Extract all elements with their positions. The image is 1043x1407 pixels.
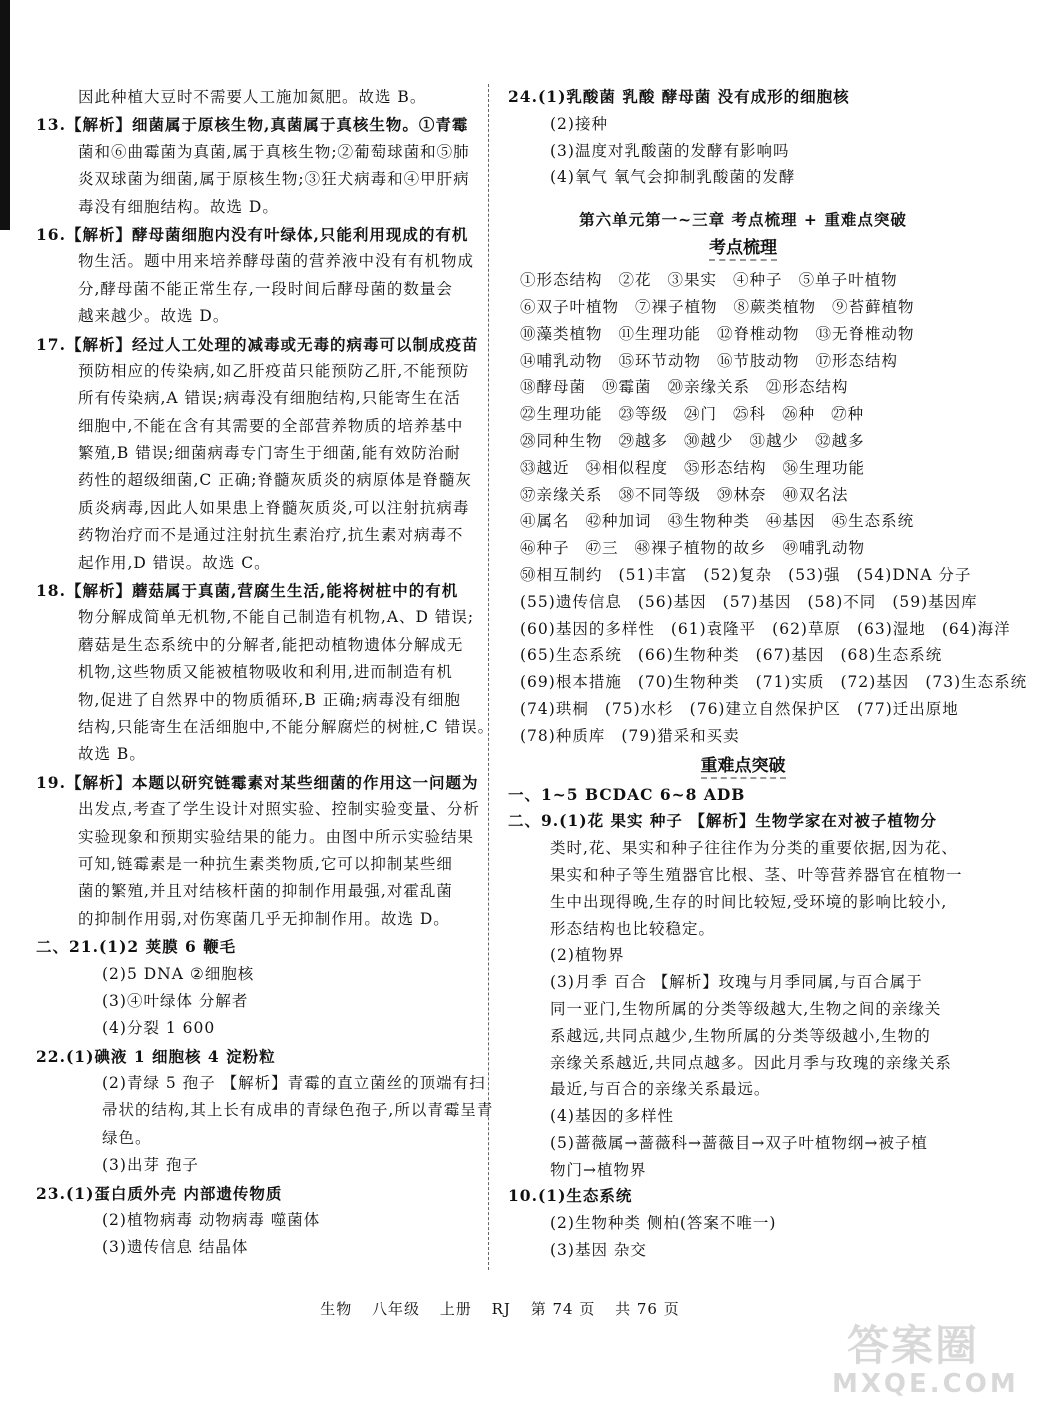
footer-total-pages: 共 76 页 (615, 1300, 680, 1318)
text-line: 药性的超级细菌,C 正确;脊髓灰质炎的病原体是脊髓灰 (78, 471, 472, 490)
kaodian-item: ⑯节肢动物 (717, 351, 800, 370)
kaodian-item: (60)基因的多样性 (520, 619, 655, 638)
kaodian-item: ㊹基因 (766, 512, 816, 531)
kaodian-item: ⑭哺乳动物 (520, 351, 603, 370)
text-line: 18.【解析】蘑菇属于真菌,营腐生生活,能将树桩中的有机 (36, 581, 459, 601)
kaodian-item: (52)复杂 (703, 565, 773, 584)
kaodian-item: ㉖种 (782, 405, 816, 424)
text-line: 细胞中,不能在含有其需要的全部营养物质的培养基中 (78, 416, 464, 435)
kaodian-item: ⑱酵母菌 (520, 378, 587, 397)
kaodian-item: (67)基因 (755, 646, 825, 665)
text-line: 22.(1)碘液 1 细胞核 4 淀粉粒 (36, 1046, 276, 1066)
kaodian-item: ㉚越少 (684, 431, 734, 450)
kaodian-item: ㊾哺乳动物 (782, 539, 866, 558)
text-line: (5)蔷薇属→蔷薇科→蔷薇目→双子叶植物纲→被子植 (550, 1133, 928, 1152)
kaodian-item: ⑰形态结构 (815, 351, 899, 370)
kaodian-item: ㊸生物种类 (667, 512, 751, 531)
text-line: 类时,花、果实和种子往往作为分类的重要依据,因为花、 (550, 839, 958, 858)
text-line: (3)④叶绿体 分解者 (102, 991, 249, 1010)
text-line: 物分解成简单无机物,不能自己制造有机物,A、D 错误; (78, 608, 475, 627)
kaodian-item: ㊱生理功能 (782, 458, 866, 477)
kaodian-item: ⑧蕨类植物 (733, 297, 817, 316)
text-line: (2)5 DNA ②细胞核 (102, 964, 255, 983)
kaodian-item: ①形态结构 (520, 271, 603, 290)
kaodian-item: ④种子 (733, 271, 783, 290)
text-line: 物,促进了自然界中的物质循环,B 正确;病毒没有细胞 (78, 690, 461, 709)
kaodian-item: ②花 (618, 271, 652, 290)
text-line: 果实和种子等生殖器官比根、茎、叶等营养器官在植物一 (550, 865, 963, 884)
kaodian-item: (64)海洋 (941, 619, 1011, 638)
kaodian-item: ㊲亲缘关系 (520, 485, 603, 504)
kaodian-item: (58)不同 (807, 592, 877, 611)
kaodian-item: ⑲霉菌 (602, 378, 652, 397)
text-line: 的抑制作用弱,对伤寒菌几乎无抑制作用。故选 D。 (78, 909, 450, 928)
text-line: 出发点,考查了学生设计对照实验、控制实验变量、分析 (78, 800, 480, 819)
page-footer (0, 1298, 1000, 1319)
kaodian-row (508, 562, 978, 589)
text-line: 亲缘关系越近,共同点越多。因此月季与玫瑰的亲缘关系 (550, 1053, 952, 1072)
text-line: (3)遗传信息 结晶体 (102, 1238, 249, 1257)
kaodian-item: (79)猎采和买卖 (621, 726, 740, 745)
kaodian-item: ㊻种子 (520, 539, 570, 558)
text-line: 繁殖,B 错误;细菌病毒专门寄生于细菌,能有效防治耐 (78, 444, 461, 463)
kaodian-item: (65)生态系统 (520, 646, 622, 665)
kaodian-row (508, 669, 1028, 696)
text-line: 故选 B。 (78, 745, 146, 764)
kaodian-item: (68)生态系统 (840, 646, 943, 665)
text-line: 蘑菇是生态系统中的分解者,能把动植物遗体分解成无 (78, 635, 464, 654)
text-line: 物生活。题中用来培养酵母菌的营养液中没有有机物成 (78, 252, 475, 271)
text-line: 16.【解析】酵母菌细胞内没有叶绿体,只能利用现成的有机 (36, 224, 469, 244)
kaodian-row (508, 428, 978, 455)
text-line: (3)基因 杂交 (550, 1241, 647, 1260)
text-line: 生中出现得晚,生存的时间比较短,受环境的影响比较小, (550, 892, 948, 911)
kaodian-item: ㉞相似程度 (585, 458, 669, 477)
text-line: 形态结构也比较稳定。 (550, 919, 716, 938)
kaodian-item: (73)生态系统 (925, 673, 1028, 692)
text-line: 因此种植大豆时不需要人工施加氮肥。故选 B。 (78, 88, 427, 106)
kaodian-item: (74)珙桐 (520, 699, 589, 718)
text-line: (2)接种 (550, 114, 608, 133)
kaodian-item: (53)强 (788, 565, 841, 584)
kaodian-item: ㉗种 (831, 405, 865, 424)
text-line: 二、9.(1)花 果实 种子 【解析】生物学家在对被子植物分 (508, 811, 937, 831)
kaodian-item: ㊷种加词 (585, 512, 652, 531)
kaodian-item: ⑩藻类植物 (520, 324, 603, 343)
text-line: 预防相应的传染病,如乙肝疫苗只能预防乙肝,不能预防 (78, 361, 470, 380)
footer-page-number: 第 74 页 (530, 1300, 596, 1318)
kaodian-row (508, 455, 978, 482)
text-line: 系越远,共同点越少,生物所属的分类等级越小,生物的 (550, 1026, 931, 1045)
text-line: (3)月季 百合 【解析】玫瑰与月季同属,与百合属于 (550, 973, 923, 992)
kaodian-item: ㉘同种生物 (520, 431, 603, 450)
text-line: 13.【解析】细菌属于原核生物,真菌属于真核生物。①青霉 (36, 115, 469, 135)
kaodian-item: ⑨苔藓植物 (832, 297, 915, 316)
text-line: 质炎病毒,因此人如果患上脊髓灰质炎,可以注射抗病毒 (78, 498, 470, 517)
kaodian-item: ㊵双名法 (782, 485, 849, 504)
text-line: 所有传染病,A 错误;病毒没有细胞结构,只能寄生在活 (78, 389, 461, 408)
kaodian-item: (72)基因 (840, 673, 910, 692)
kaodian-item: ⑫脊椎动物 (717, 324, 800, 343)
text-line: 17.【解析】经过人工处理的减毒或无毒的病毒可以制成疫苗 (36, 334, 479, 354)
kaodian-row (508, 348, 978, 375)
text-line: (2)植物界 (550, 946, 625, 965)
kaodian-item: (76)建立自然保护区 (689, 699, 841, 718)
kaodian-item: ㊺生态系统 (831, 512, 915, 531)
kaodian-item: ⑥双子叶植物 (520, 297, 620, 316)
text-line: (2)生物种类 侧柏(答案不唯一) (550, 1214, 777, 1233)
kaodian-row (508, 374, 978, 401)
text-line: 可知,链霉素是一种抗生素类物质,它可以抑制某些细 (78, 854, 453, 873)
kaodian-item: (63)湿地 (856, 619, 926, 638)
kaodian-row (508, 482, 978, 509)
kaodian-item: (54)DNA 分子 (856, 565, 972, 584)
kaodian-item: ㉒生理功能 (520, 405, 603, 424)
kaodian-row (508, 616, 1011, 643)
kaodian-item: (78)种质库 (520, 726, 606, 745)
text-line: 同一亚门,生物所属的分类等级越大,生物之间的亲缘关 (550, 999, 942, 1018)
text-line: (2)植物病毒 动物病毒 噬菌体 (102, 1211, 321, 1230)
text-line: 一、1~5 BCDAC 6~8 ADB (508, 784, 746, 804)
kaodian-title: 考点梳理 (508, 237, 978, 267)
text-line: 炎双球菌为细菌,属于原核生物;③狂犬病毒和④甲肝病 (78, 170, 470, 189)
footer-edition: RJ (491, 1300, 511, 1318)
text-line: (4)分裂 1 600 (102, 1019, 216, 1038)
kaodian-item: ⑤单子叶植物 (798, 271, 898, 290)
kaodian-row (508, 294, 978, 321)
text-line: (4)氧气 氧气会抑制乳酸菌的发酵 (550, 168, 796, 187)
kaodian-item: (70)生物种类 (637, 673, 740, 692)
kaodian-item: ㉟形态结构 (684, 458, 767, 477)
kaodian-item: ⑳亲缘关系 (667, 378, 751, 397)
kaodian-row (508, 508, 978, 535)
kaodian-item: ㊶属名 (520, 512, 570, 531)
text-line: (3)出芽 孢子 (102, 1156, 199, 1175)
kaodian-row (508, 696, 978, 723)
kaodian-row (508, 535, 978, 562)
zhongnan-title: 重难点突破 (508, 750, 978, 782)
kaodian-row (508, 642, 978, 669)
kaodian-item: ㉔门 (684, 405, 718, 424)
kaodian-item: ㊴林奈 (717, 485, 767, 504)
kaodian-item: (51)丰富 (618, 565, 688, 584)
text-line: 起作用,D 错误。故选 C。 (78, 553, 271, 572)
text-line: 帚状的结构,其上长有成串的青绿色孢子,所以青霉呈青 (102, 1101, 494, 1120)
text-line: 越来越少。故选 D。 (78, 307, 230, 326)
right-column (508, 84, 1028, 1264)
kaodian-item: ㉑形态结构 (766, 378, 849, 397)
kaodian-item: (66)生物种类 (637, 646, 740, 665)
kaodian-item: ㉕科 (733, 405, 767, 424)
text-line: 药物治疗而不是通过注射抗生素治疗,抗生素对病毒不 (78, 526, 464, 545)
kaodian-item: ㉙越多 (618, 431, 669, 450)
text-line: 19.【解析】本题以研究链霉素对某些细菌的作用这一问题为 (36, 772, 479, 792)
text-line: 24.(1)乳酸菌 乳酸 酵母菌 没有成形的细胞核 (508, 87, 850, 106)
kaodian-row (508, 401, 978, 428)
column-divider (488, 84, 489, 1270)
text-line: (2)青绿 5 孢子 【解析】青霉的直立菌丝的顶端有扫 (102, 1074, 486, 1093)
text-line: 分,酵母菌不能正常生存,一段时间后酵母菌的数量会 (78, 279, 453, 298)
unit-heading: 第六单元第一~三章 考点梳理 + 重难点突破 (579, 210, 907, 230)
scan-edge-mark (0, 0, 10, 230)
kaodian-item: ㉓等级 (618, 405, 669, 424)
left-column (36, 84, 495, 1262)
kaodian-item: ㉜越多 (815, 431, 865, 450)
kaodian-item: ⑬无脊椎动物 (815, 324, 915, 343)
kaodian-item: ㊼三 (585, 539, 619, 558)
kaodian-item: (77)迁出原地 (856, 699, 959, 718)
text-line: 实验现象和预期实验结果的能力。由图中所示实验结果 (78, 827, 475, 846)
footer-volume: 上册 (439, 1300, 472, 1318)
text-line: 菌和⑥曲霉菌为真菌,属于真核生物;②葡萄球菌和⑤肺 (78, 142, 470, 161)
kaodian-item: ⑪生理功能 (618, 324, 702, 343)
kaodian-item: (61)袁隆平 (670, 619, 757, 638)
watermark-logo: 答案圈 MXQE.COM (832, 1321, 1019, 1399)
text-line: 毒没有细胞结构。故选 D。 (78, 197, 279, 216)
text-line: 二、21.(1)2 荚膜 6 鞭毛 (36, 937, 237, 957)
kaodian-item: ⑦裸子植物 (635, 297, 718, 316)
kaodian-item: ㊽裸子植物的故乡 (634, 539, 767, 558)
kaodian-item: (69)根本措施 (520, 673, 622, 692)
kaodian-item: ③果实 (667, 271, 718, 290)
text-line: 机物,这些物质又能被植物吸收和利用,进而制造有机 (78, 663, 453, 682)
kaodian-item: (71)实质 (755, 673, 825, 692)
kaodian-item: (56)基因 (637, 592, 707, 611)
text-line: (3)温度对乳酸菌的发酵有影响吗 (550, 141, 790, 160)
kaodian-item: (55)遗传信息 (520, 592, 622, 611)
kaodian-item: (75)水杉 (604, 699, 674, 718)
text-line: (4)基因的多样性 (550, 1107, 674, 1126)
kaodian-item: ㊳不同等级 (618, 485, 702, 504)
text-line: 10.(1)生态系统 (508, 1186, 633, 1206)
text-line: 绿色。 (102, 1128, 152, 1147)
kaodian-item: ⑮环节动物 (618, 351, 702, 370)
kaodian-item: ㉝越近 (520, 458, 570, 477)
kaodian-item: (59)基因库 (892, 592, 978, 611)
kaodian-row (508, 589, 978, 616)
kaodian-item: (62)草原 (772, 619, 841, 638)
footer-grade: 八年级 (372, 1300, 421, 1318)
kaodian-row (508, 321, 978, 348)
text-line: 结构,只能寄生在活细胞中,不能分解腐烂的树桩,C 错误。 (78, 717, 495, 736)
text-line: 最近,与百合的亲缘关系最远。 (550, 1080, 771, 1099)
kaodian-item: (57)基因 (722, 592, 792, 611)
kaodian-item: ㉛越少 (749, 431, 800, 450)
text-line: 菌的繁殖,并且对结核杆菌的抑制作用最强,对霍乱菌 (78, 882, 453, 901)
kaodian-item: ㊿相互制约 (520, 565, 603, 584)
kaodian-row (508, 267, 978, 294)
text-line: 物门→植物界 (550, 1160, 647, 1179)
footer-subject: 生物 (320, 1300, 353, 1318)
text-line: 23.(1)蛋白质外壳 内部遗传物质 (36, 1183, 283, 1203)
kaodian-row (508, 723, 978, 750)
